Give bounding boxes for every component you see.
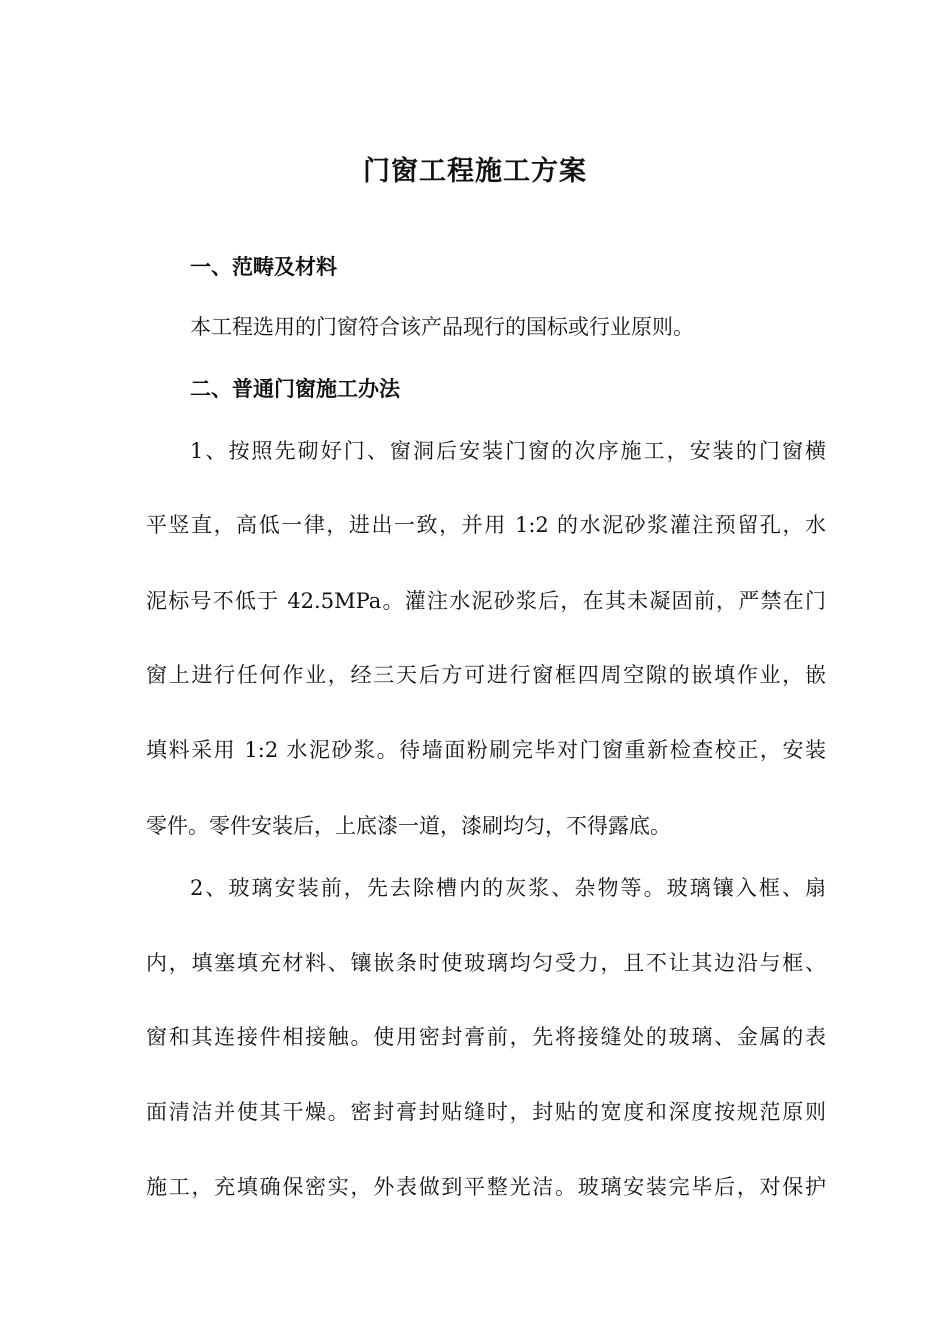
paragraph-line: 本工程选用的门窗符合该产品现行的国标或行业原则。 [190,315,694,339]
paragraph-line: 施工，充填确保密实，外表做到平整光洁。玻璃安装完毕后，对保护 [146,1175,826,1199]
paragraph-line: 窗上进行任何作业，经三天后方可进行窗框四周空隙的嵌填作业，嵌 [146,663,826,687]
paragraph-line: 泥标号不低于 42.5MPa。灌注水泥砂浆后，在其未凝固前，严禁在门 [146,589,826,613]
paragraph-line: 窗和其连接件相接触。使用密封膏前，先将接缝处的玻璃、金属的表 [146,1025,826,1049]
paragraph-line: 平竖直，高低一律，进出一致，并用 1:2 的水泥砂浆灌注预留孔，水 [146,513,826,537]
section-heading-scope-materials: 一、范畴及材料 [190,254,337,279]
page-title: 门窗工程施工方案 [363,156,587,187]
paragraph-line: 零件。零件安装后，上底漆一道，漆刷均匀，不得露底。 [146,814,671,838]
paragraph-line: 填料采用 1:2 水泥砂浆。待墙面粉刷完毕对门窗重新检查校正，安装 [146,738,826,762]
paragraph-line: 面清洁并使其干燥。密封膏封贴缝时，封贴的宽度和深度按规范原则 [146,1100,826,1124]
paragraph-line: 1、按照先砌好门、窗洞后安装门窗的次序施工，安装的门窗横 [190,439,826,463]
paragraph-line: 2、玻璃安装前，先去除槽内的灰浆、杂物等。玻璃镶入框、扇 [190,876,826,900]
paragraph-line: 内，填塞填充材料、镶嵌条时使玻璃均匀受力，且不让其边沿与框、 [146,951,826,975]
section-heading-construction-method: 二、普通门窗施工办法 [190,376,400,401]
